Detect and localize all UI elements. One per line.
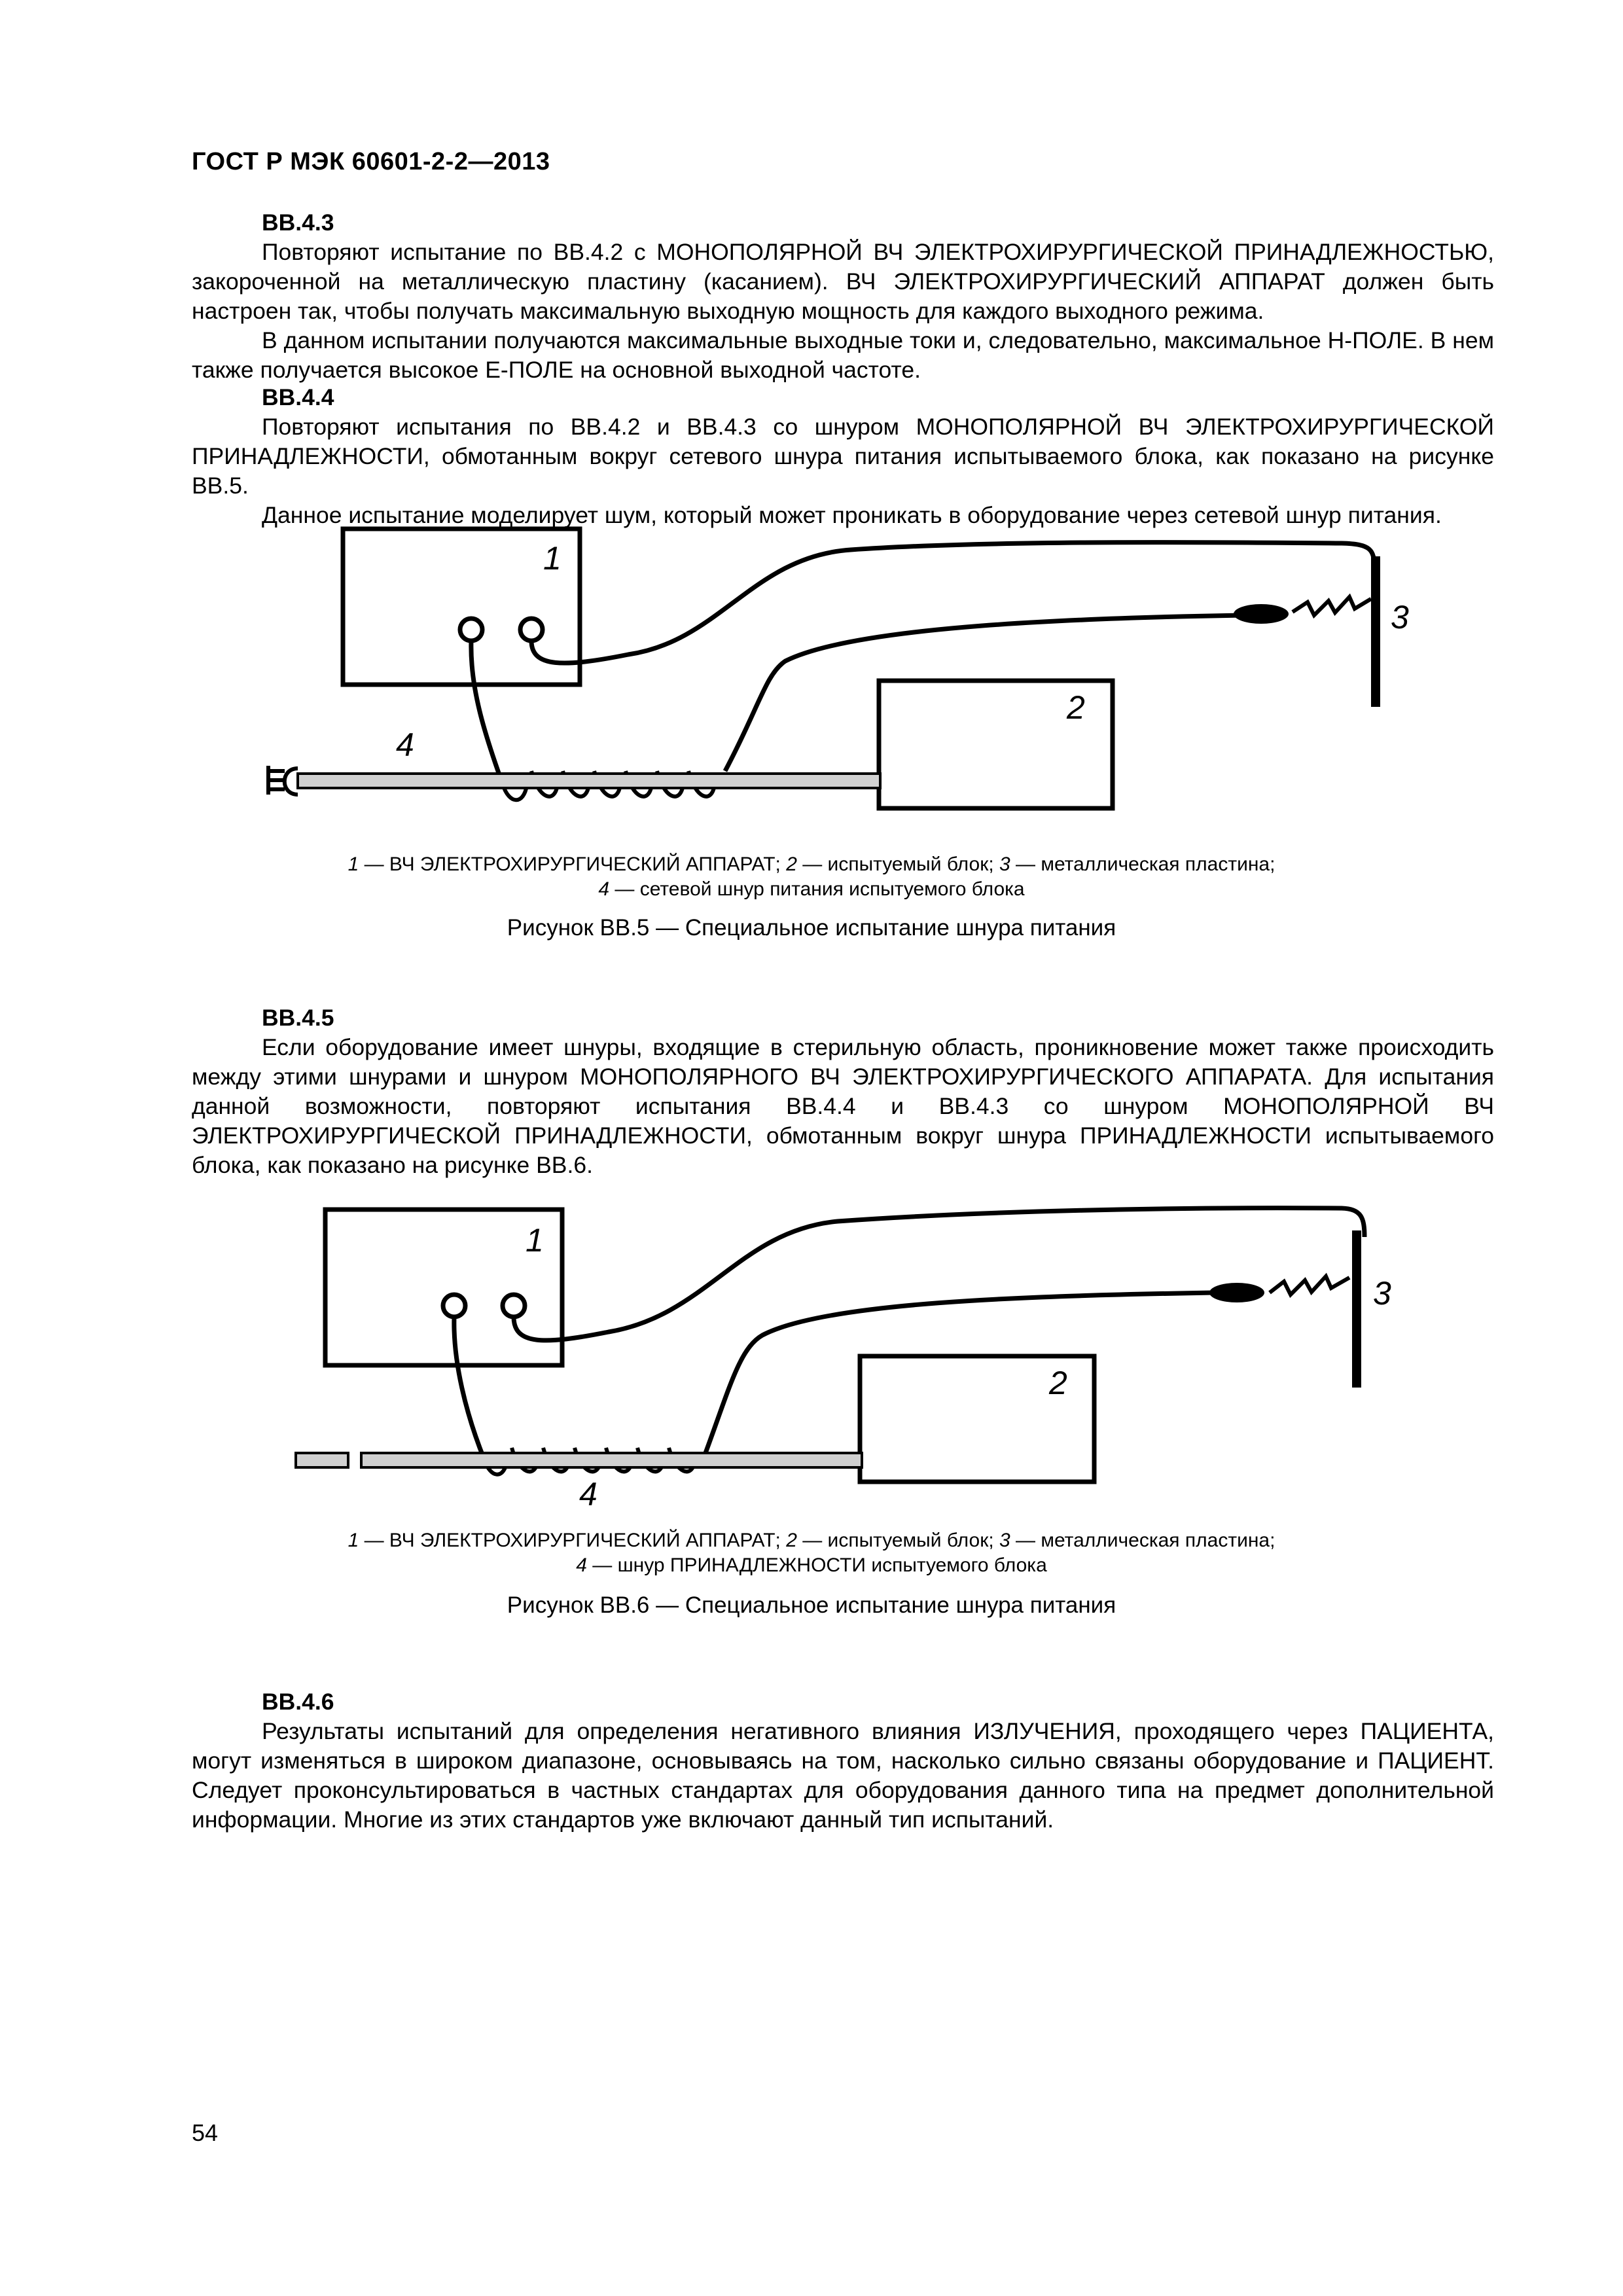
figure-caption: Рисунок BB.6 — Специальное испытание шнура питания [507, 1592, 1116, 1618]
terminal-right-icon [503, 1295, 525, 1317]
legend-text: — испытуемый блок; [796, 853, 999, 875]
accessory-handle-icon [1234, 604, 1289, 624]
label-3: 3 [1373, 1275, 1391, 1312]
legend-text: — металлическая пластина; [1010, 853, 1275, 875]
label-2: 2 [1067, 689, 1085, 726]
legend-line-2 [0, 1553, 1623, 1578]
label-4: 4 [579, 1476, 597, 1513]
section-bb-4-4 [192, 383, 1494, 530]
cord-segment-left [296, 1453, 348, 1467]
spark-icon [1293, 597, 1371, 615]
legend-num: 4 [576, 1554, 587, 1576]
legend-num: 4 [598, 878, 610, 900]
return-cable [531, 543, 1374, 663]
section-bb-4-5 [192, 1003, 1494, 1180]
plug-icon [268, 766, 298, 795]
active-cable [471, 641, 503, 784]
label-2: 2 [1049, 1365, 1067, 1401]
section-bb-4-6 [192, 1687, 1494, 1835]
legend-text: — испытуемый блок; [796, 1530, 999, 1551]
terminal-left-icon [443, 1295, 465, 1317]
legend-text: — металлическая пластина; [1010, 1530, 1275, 1551]
spark-icon [1270, 1276, 1349, 1295]
accessory-cable [705, 1293, 1214, 1453]
power-cord [298, 774, 880, 788]
accessory-handle-icon [1209, 1283, 1264, 1302]
legend-text: — ВЧ ЭЛЕКТРОХИРУРГИЧЕСКИЙ АППАРАТ; [359, 1530, 787, 1551]
paragraph: Результаты испытаний для определения негативного влияния ИЗЛУЧЕНИЯ, проходящего через ПАЦИЕНТА, могут изменяться в широком диапазоне, основываясь на том, насколько сильно связаны оборудование и ПАЦИЕНТ. Следует проконсультироваться в частных стандартах для оборудования данного типа на предмет дополнительной информации. Многие из этих стандартов уже включают данный тип испытаний. [192, 1718, 1494, 1833]
paragraph: В данном испытании получаются максимальные выходные токи и, следовательно, максимальное H-ПОЛЕ. В нем также получается высокое E-ПОЛЕ на основной выходной частоте. [192, 327, 1494, 383]
figure-bb-5 [0, 517, 1623, 962]
legend-num: 3 [999, 853, 1010, 875]
label-3: 3 [1391, 599, 1409, 636]
legend-num: 2 [786, 1530, 797, 1551]
paragraph: Повторяют испытания по BB.4.2 и BB.4.3 со шнуром МОНОПОЛЯРНОЙ ВЧ ЭЛЕКТРОХИРУРГИЧЕСКОЙ ПРИНАДЛЕЖНОСТИ, обмотанным вокруг сетевого шнура питания испытываемого блока, как показано на рисунке BB.5. [192, 414, 1494, 499]
legend-num: 1 [348, 853, 359, 875]
paragraph: Если оборудование имеет шнуры, входящие в стерильную область, проникновение может также происходить между этими шнурами и шнуром МОНОПОЛЯРНОГО ВЧ ЭЛЕКТРОХИРУРГИЧЕСКОГО АППАРАТА. Для испытания данной возможности, повторяют испытания BB.4.4 и BB.4.3 со шнуром МОНОПОЛЯРНОЙ ВЧ ЭЛЕКТРОХИРУРГИЧЕСКОЙ ПРИНАДЛЕЖНОСТИ, обмотанным вокруг шнура ПРИНАДЛЕЖНОСТИ испытываемого блока, как показано на рисунке BB.6. [192, 1034, 1494, 1178]
label-4: 4 [396, 726, 414, 763]
legend-line-1 [0, 1528, 1623, 1553]
cord-segment-right [361, 1453, 862, 1467]
legend-line-1 [0, 852, 1623, 877]
figure-bb-6-diagram [0, 1198, 1623, 1532]
label-1: 1 [543, 540, 562, 577]
return-cable [514, 1208, 1364, 1340]
section-number: BB.4.5 [262, 1005, 334, 1031]
section-number: BB.4.3 [262, 209, 334, 236]
legend-num: 2 [786, 853, 797, 875]
figure-caption: Рисунок BB.5 — Специальное испытание шнура питания [507, 915, 1116, 941]
active-cable [454, 1317, 484, 1460]
figure-legend [0, 852, 1623, 902]
legend-text: — ВЧ ЭЛЕКТРОХИРУРГИЧЕСКИЙ АППАРАТ; [359, 853, 787, 875]
page-number: 54 [192, 2119, 219, 2146]
figure-legend [0, 1528, 1623, 1578]
legend-num: 3 [999, 1530, 1010, 1551]
paragraph: Данное испытание моделирует шум, который может проникать в оборудование через сетевой шнур питания. [262, 502, 1442, 528]
paragraph: Повторяют испытание по BB.4.2 с МОНОПОЛЯРНОЙ ВЧ ЭЛЕКТРОХИРУРГИЧЕСКОЙ ПРИНАДЛЕЖНОСТЬЮ, закороченной на металлическую пластину (касанием). ВЧ ЭЛЕКТРОХИРУРГИЧЕСКИЙ АППАРАТ должен быть настроен так, чтобы получать максимальную выходную мощность для каждого выходного режима. [192, 239, 1494, 324]
section-bb-4-3 [192, 208, 1494, 385]
section-number: BB.4.6 [262, 1689, 334, 1715]
terminal-right-icon [520, 619, 543, 641]
label-1: 1 [526, 1222, 544, 1259]
legend-text: — сетевой шнур питания испытуемого блока [609, 878, 1025, 900]
accessory-cable [725, 615, 1243, 771]
legend-line-2 [0, 877, 1623, 902]
legend-num: 1 [348, 1530, 359, 1551]
figure-bb-6 [0, 1198, 1623, 1656]
section-number: BB.4.4 [262, 384, 334, 410]
figure-bb-5-diagram [0, 517, 1623, 870]
document-header: ГОСТ Р МЭК 60601-2-2—2013 [192, 148, 550, 175]
terminal-left-icon [460, 619, 482, 641]
legend-text: — шнур ПРИНАДЛЕЖНОСТИ испытуемого блока [586, 1554, 1047, 1576]
